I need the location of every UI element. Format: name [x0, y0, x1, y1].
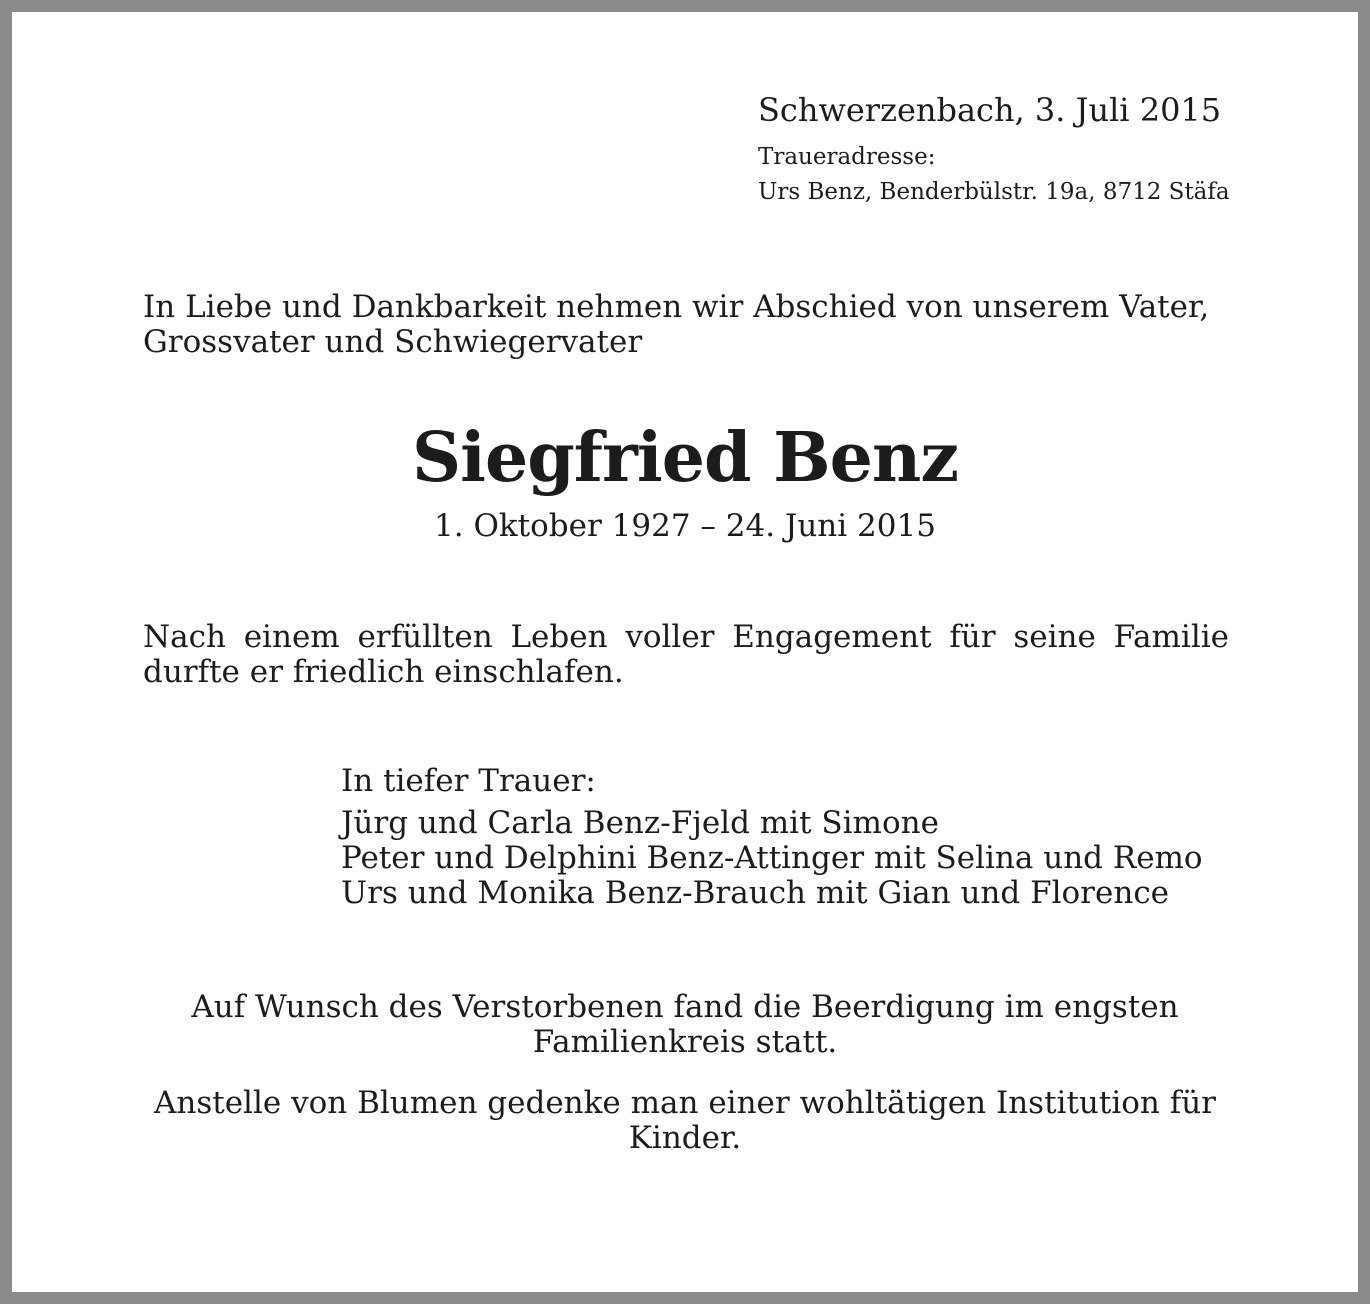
deceased-name: Siegfried Benz [412, 418, 958, 498]
flowers-line: Anstelle von Blumen gedenke man einer wohltätigen Institution für [153, 1085, 1216, 1121]
mourning-heading: In tiefer Trauer: [341, 763, 596, 799]
tribute-line: durfte er friedlich einschlafen. [143, 654, 624, 690]
funeral-note [12, 990, 1358, 1060]
tribute-text [143, 620, 1229, 690]
place-date: Schwerzenbach, 3. Juli 2015 [758, 91, 1222, 129]
intro-line: In Liebe und Dankbarkeit nehmen wir Abschied von unserem Vater, [143, 289, 1210, 325]
obituary-page [12, 12, 1358, 1292]
mourner-item: Urs und Monika Benz-Brauch mit Gian und Florence [341, 875, 1170, 911]
intro-line: Grossvater und Schwiegervater [143, 324, 643, 360]
funeral-line: Familienkreis statt. [532, 1024, 838, 1060]
mourners-list [341, 806, 1203, 911]
mourner-item: Jürg und Carla Benz-Fjeld mit Simone [341, 805, 939, 841]
flowers-line: Kinder. [628, 1120, 742, 1156]
flowers-note [12, 1086, 1358, 1156]
mourner-item: Peter und Delphini Benz-Attinger mit Selina und Remo [341, 840, 1203, 876]
tribute-line: Nach einem erfüllten Leben voller Engagement für seine Familie [143, 619, 1229, 655]
address-label: Traueradresse: [758, 144, 936, 170]
life-dates: 1. Oktober 1927 – 24. Juni 2015 [434, 508, 936, 544]
funeral-line: Auf Wunsch des Verstorbenen fand die Beerdigung im engsten [191, 989, 1179, 1025]
address-value: Urs Benz, Benderbülstr. 19a, 8712 Stäfa [758, 179, 1230, 205]
intro-text [143, 290, 1229, 360]
